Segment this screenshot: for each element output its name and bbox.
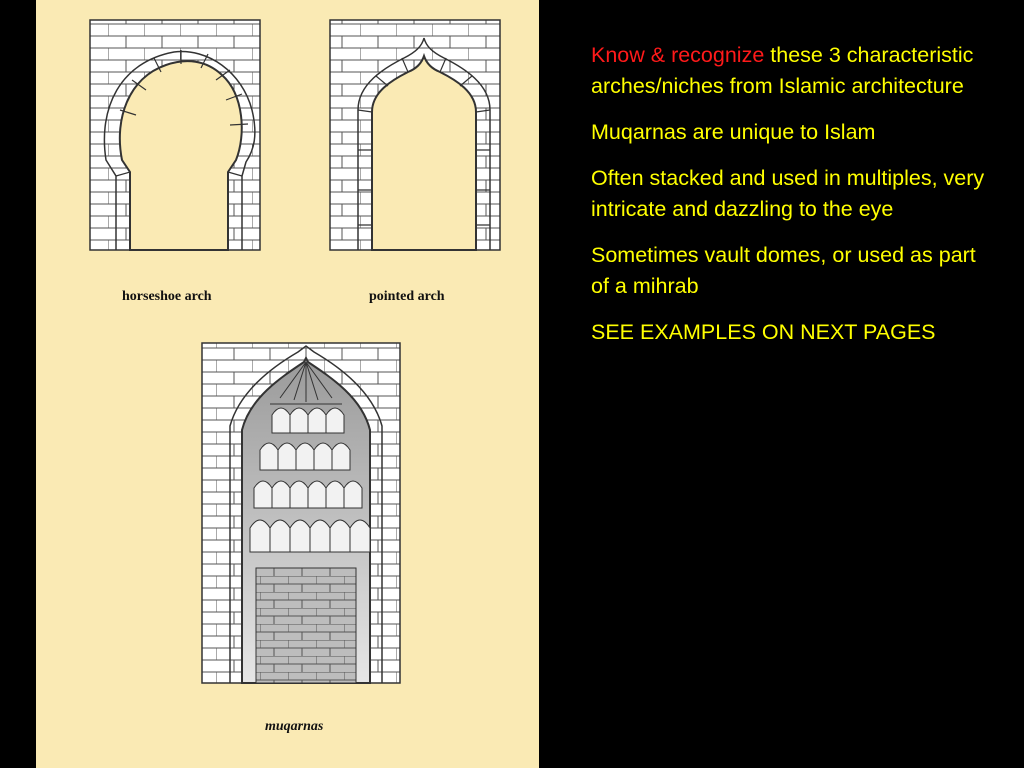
text-panel <box>591 40 986 363</box>
bullet-unique: Muqarnas are unique to Islam <box>591 120 876 144</box>
arch-illustrations <box>36 0 539 768</box>
bullet-vault-domes: Sometimes vault domes, or used as part of a mihrab <box>591 243 976 298</box>
bullet-1-text: these 3 characteristic arches/niches from Islamic architecture <box>591 43 974 98</box>
pointed-arch-caption: pointed arch <box>369 289 445 304</box>
bullet-see-examples: SEE EXAMPLES ON NEXT PAGES <box>591 320 936 344</box>
horseshoe-arch-caption: horseshoe arch <box>122 289 212 304</box>
pointed-arch-drawing <box>330 20 500 250</box>
bullet-know-recognize <box>591 40 986 102</box>
highlight-text: Know & recognize <box>591 43 765 67</box>
figure-panel <box>36 0 539 768</box>
muqarnas-drawing <box>202 343 400 683</box>
horseshoe-arch-drawing <box>90 20 260 250</box>
bullet-stacked: Often stacked and used in multiples, very intricate and dazzling to the eye <box>591 166 985 221</box>
muqarnas-caption: muqarnas <box>265 719 324 734</box>
